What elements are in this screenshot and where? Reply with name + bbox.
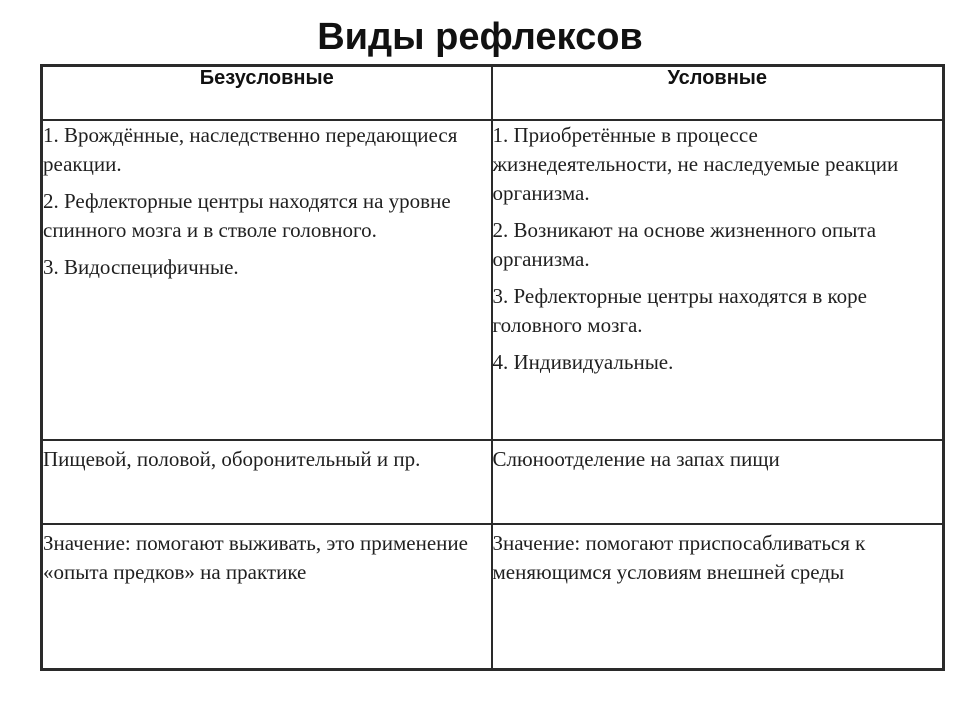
list-item: 4. Индивидуальные. <box>492 350 674 374</box>
header-unconditioned: Безусловные <box>42 66 492 121</box>
cell-conditioned-meaning: Значение: помогают приспосабливаться к меняющимся условиям внешней среды <box>492 524 944 670</box>
cell-unconditioned-meaning: Значение: помогают выживать, это применение «опыта предков» на практике <box>42 524 492 670</box>
cell-conditioned-examples: Слюноотделение на запах пищи <box>492 440 944 524</box>
cell-unconditioned-features <box>42 120 492 440</box>
header-conditioned: Условные <box>492 66 944 121</box>
list-item: 2. Рефлекторные центры находятся на уровне спинного мозга и в стволе головного. <box>43 189 451 242</box>
table-row-examples <box>42 440 944 524</box>
list-item: 3. Видоспецифичные. <box>43 255 239 279</box>
list-item: 2. Возникают на основе жизненного опыта организма. <box>492 218 877 271</box>
cell-unconditioned-examples: Пищевой, половой, оборонительный и пр. <box>42 440 492 524</box>
reflex-types-table <box>40 64 945 671</box>
table-header-row <box>42 66 944 121</box>
table-row-meaning <box>42 524 944 670</box>
page-title: Виды рефлексов <box>317 16 643 58</box>
cell-conditioned-features <box>492 120 944 440</box>
list-item: 1. Приобретённые в процессе жизнедеятельности, не наследуемые реакции организма. <box>492 123 899 205</box>
list-item: 1. Врождённые, наследственно передающиеся реакции. <box>43 123 458 176</box>
table-row-features <box>42 120 944 440</box>
list-item: 3. Рефлекторные центры находятся в коре головного мозга. <box>492 284 867 337</box>
